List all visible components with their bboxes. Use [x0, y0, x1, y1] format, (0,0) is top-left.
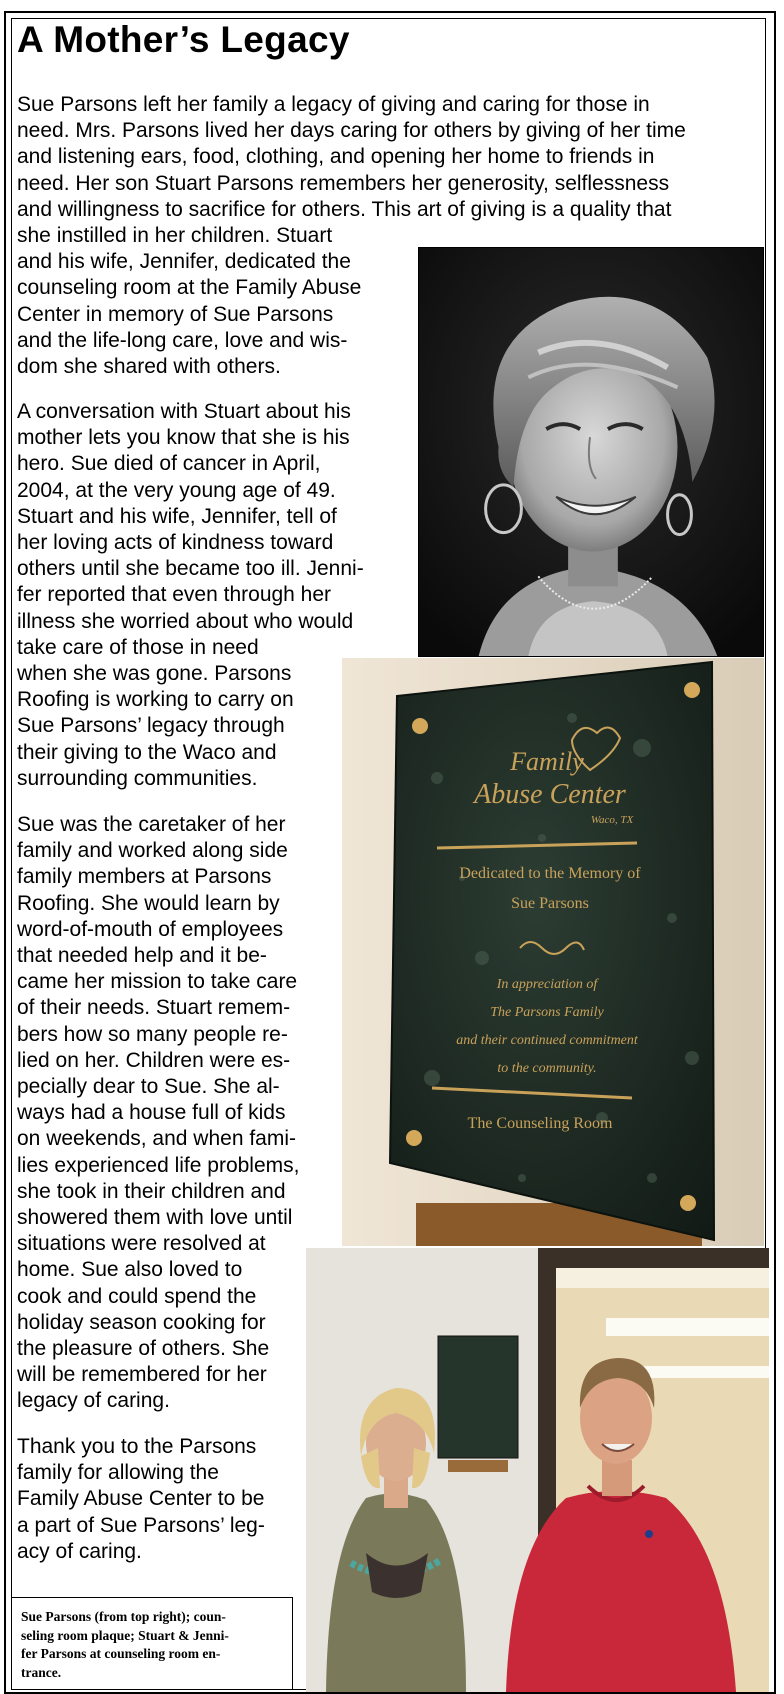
text-line: bers how so many people re- [17, 1022, 288, 1046]
plaque-dedication-line1: Dedicated to the Memory of [459, 865, 641, 882]
plaque-photo [342, 658, 764, 1246]
text-line: home. Sue also loved to [17, 1258, 243, 1282]
text-line: take care of those in need [17, 635, 259, 659]
caption-line: seling room plaque; Stuart & Jenni- [21, 1627, 229, 1643]
text-line: came her mission to take care [17, 970, 298, 994]
text-line: Roofing. She would learn by [17, 891, 280, 915]
text-line: Sue Parsons left her family a legacy of giving and caring for those in [17, 93, 650, 116]
text-line: of their needs. Stuart remem- [17, 996, 291, 1020]
text-line: she instilled in her children. Stuart [17, 224, 333, 248]
text-line: acy of caring. [17, 1539, 142, 1563]
text-line: 2004, at the very young age of 49. [17, 478, 336, 502]
text-line: surrounding communities. [17, 766, 258, 790]
text-line: A conversation with Stuart about his [17, 400, 351, 423]
text-line: situations were resolved at [17, 1232, 266, 1256]
text-line: showered them with love until [17, 1206, 293, 1230]
plaque-appreciation-line2: The Parsons Family [490, 1005, 604, 1020]
text-line: others until she became too ill. Jenni- [17, 557, 364, 581]
plaque-illustration [342, 658, 764, 1246]
portrait-photo [418, 247, 764, 657]
text-line: that needed help and it be- [17, 944, 267, 968]
text-line: and willingness to sacrifice for others. This art of giving is a quality that [17, 197, 672, 221]
text-line: lied on her. Children were es- [17, 1048, 291, 1072]
text-line: on weekends, and when fami- [17, 1127, 296, 1151]
caption-line: trance. [21, 1664, 62, 1680]
text-line: ways had a house full of kids [17, 1101, 286, 1125]
text-line: the pleasure of others. She [17, 1337, 270, 1361]
text-line: need. Her son Stuart Parsons remembers her generosity, selflessness [17, 171, 670, 195]
article-paragraph-3 [17, 812, 299, 1415]
text-line: Thank you to the Parsons [17, 1435, 257, 1458]
photo-caption [11, 1597, 293, 1690]
text-line: word-of-mouth of employees [17, 917, 284, 941]
text-line: Sue was the caretaker of her [17, 813, 286, 836]
text-line: lies experienced life problems, [17, 1153, 300, 1177]
article-title: A Mother’s Legacy [17, 19, 350, 60]
text-line: Stuart and his wife, Jennifer, tell of [17, 504, 337, 528]
text-line: pecially dear to Sue. She al- [17, 1075, 280, 1099]
caption-line: Sue Parsons (from top right); coun- [21, 1609, 226, 1624]
plaque-appreciation-line3: and their continued commitment [456, 1033, 638, 1048]
text-line: counseling room at the Family Abuse [17, 276, 362, 300]
text-line: and the life-long care, love and wis- [17, 328, 348, 352]
text-line: a part of Sue Parsons’ leg- [17, 1513, 265, 1537]
plaque-room-name: The Counseling Room [467, 1115, 613, 1132]
text-line: fer reported that even through her [17, 583, 332, 607]
text-line: Center in memory of Sue Parsons [17, 302, 334, 326]
article-paragraph-4 [17, 1434, 265, 1565]
text-line: she took in their children and [17, 1179, 286, 1203]
caption-line: fer Parsons at counseling room en- [21, 1646, 221, 1662]
text-line: cook and could spend the [17, 1284, 257, 1308]
couple-illustration [306, 1248, 769, 1692]
text-line: their giving to the Waco and [17, 740, 277, 764]
text-line: her loving acts of kindness toward [17, 531, 334, 555]
text-line: Roofing is working to carry on [17, 688, 294, 712]
text-line: illness she worried about who would [17, 609, 354, 633]
text-line: family and worked along side [17, 839, 288, 863]
text-line: dom she shared with others. [17, 355, 281, 379]
text-line: Sue Parsons’ legacy through [17, 714, 285, 738]
article-paragraph-2 [17, 399, 364, 792]
text-line: when she was gone. Parsons [17, 662, 292, 686]
plaque-dedication-line2: Sue Parsons [511, 895, 589, 912]
plaque-appreciation-line4: to the community. [497, 1061, 597, 1076]
text-line: family for allowing the [17, 1461, 219, 1485]
text-line: legacy of caring. [17, 1389, 170, 1413]
plaque-org-line2: Abuse Center [474, 779, 626, 810]
text-line: will be remembered for her [17, 1363, 267, 1387]
plaque-org-line1: Family [510, 747, 584, 776]
text-line: and listening ears, food, clothing, and opening her home to friends in [17, 145, 655, 169]
plaque-location: Waco, TX [590, 814, 634, 826]
text-line: mother lets you know that she is his [17, 426, 350, 450]
couple-photo [306, 1248, 769, 1692]
text-line: need. Mrs. Parsons lived her days caring for others by giving of her time [17, 119, 686, 143]
text-line: Family Abuse Center to be [17, 1487, 265, 1511]
plaque-appreciation-line1: In appreciation of [496, 977, 598, 992]
text-line: family members at Parsons [17, 865, 272, 889]
portrait-illustration [419, 248, 763, 656]
text-line: hero. Sue died of cancer in April, [17, 452, 321, 476]
text-line: and his wife, Jennifer, dedicated the [17, 250, 351, 274]
text-line: holiday season cooking for [17, 1310, 266, 1334]
